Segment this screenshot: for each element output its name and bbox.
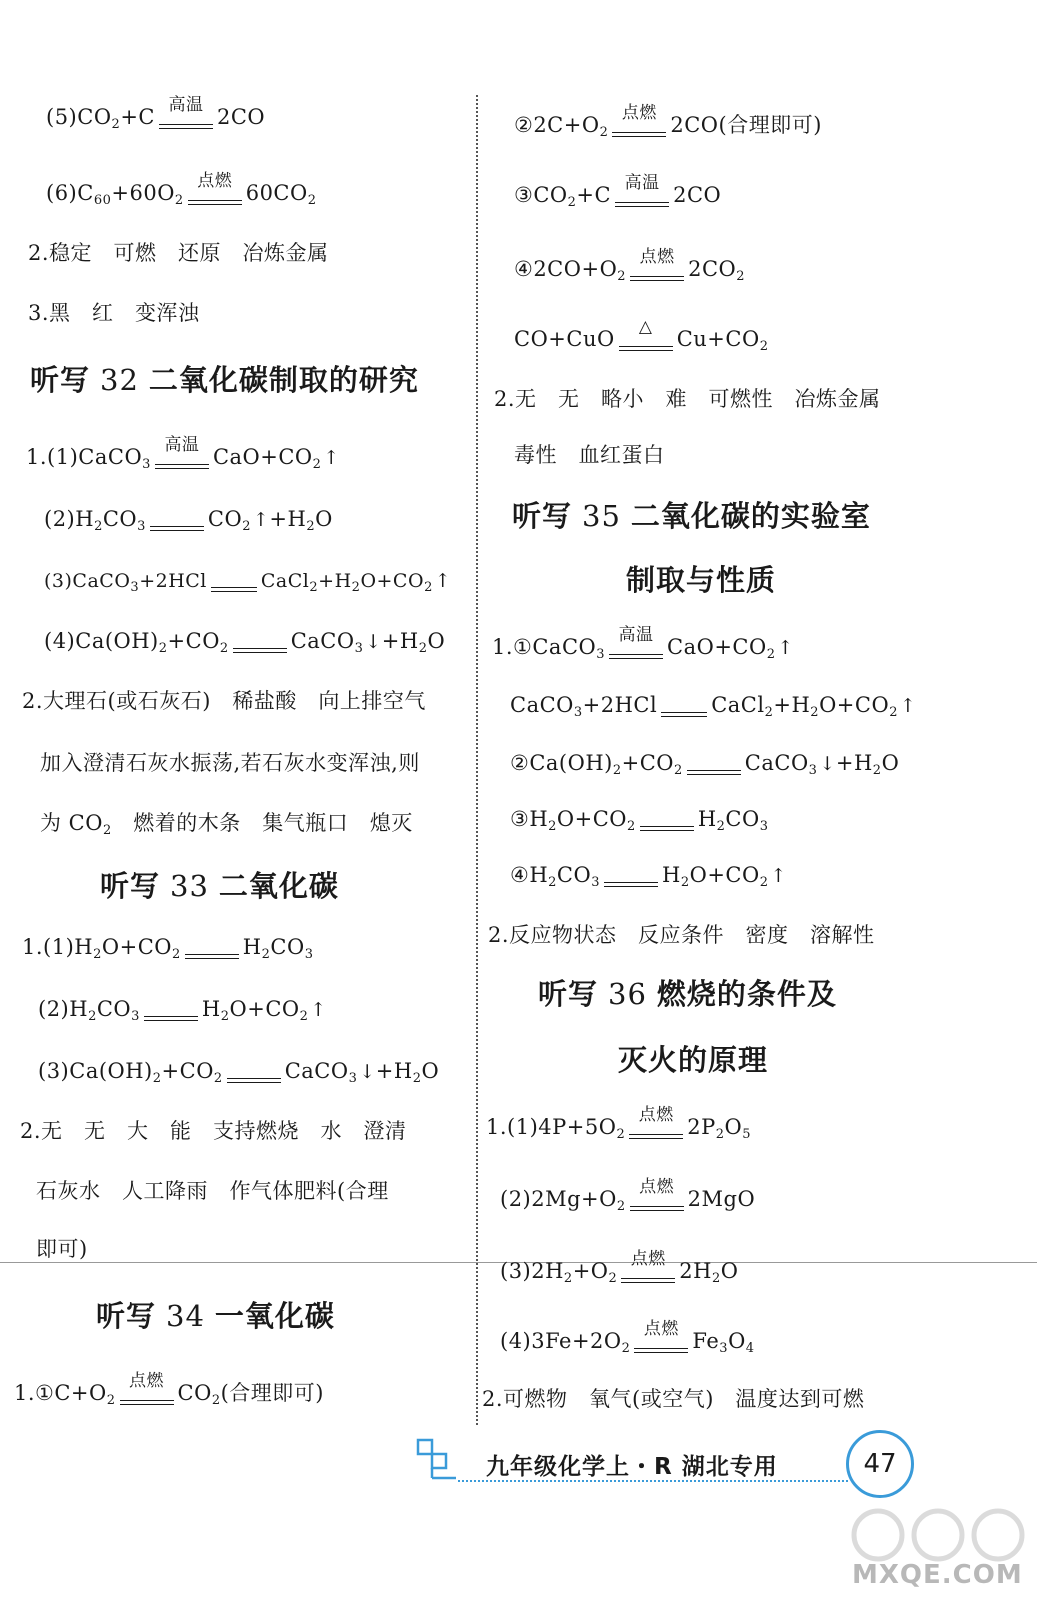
equation-line: $1.(1)H_2O+CO_2$ $H_2CO_3$ [22,935,314,962]
section-heading-33: 听写 33 二氧化碳 [100,869,339,903]
equation-line: 1.(1)CaCO$_3$ 高温 $CaO+CO_2$ ↑ [26,435,340,472]
answer-line: 为 $CO_2$ 燃着的木条 集气瓶口 熄灭 [40,811,413,838]
section-heading-36: 听写 36 燃烧的条件及 [538,977,837,1011]
book-logo-icon [416,1438,456,1480]
answer-line: 3.黑 红 变浑浊 [28,301,200,325]
answer-line: 即可) [36,1237,88,1261]
equation-line: $(3)Ca(OH)_2+CO_2$ CaCO$_3$ $↓+H_2O$ [38,1059,440,1086]
column-divider [476,95,478,1425]
answer-line: 2.无 无 大 能 支持燃烧 水 澄清 [20,1119,407,1143]
answer-line: 加入澄清石灰水振荡,若石灰水变浑浊,则 [40,751,420,775]
equation-line: $(5)CO_2+C$ 高温 2CO [46,95,266,132]
answer-line: 2.稳定 可燃 还原 冶炼金属 [28,241,329,265]
equation-line: $(2)H_2CO_3$ $H_2O+CO_2$ ↑ [38,997,327,1024]
section-heading-35-line2: 制取与性质 [626,563,777,597]
answer-line: 毒性 血红蛋白 [514,443,665,467]
footer-dotted-line [458,1480,848,1482]
page-number: 47 [846,1430,914,1498]
equation-line: $(4)Ca(OH)_2+CO_2$ CaCO$_3$ $↓+H_2O$ [44,629,446,656]
equation-line: $③CO_2+C$ 高温 2CO [514,173,722,210]
section-heading-36-line2: 灭火的原理 [618,1043,769,1077]
equation-line: CaCO$_3$+2HCl $CaCl_2+H_2O+CO_2$ ↑ [510,693,917,720]
section-heading-35: 听写 35 二氧化碳的实验室 [512,499,871,533]
watermark-text: MXQE.COM [852,1560,1023,1590]
equation-line: $1.(1)4P+5O_2$ 点燃 $2P_2O_5$ [486,1105,752,1142]
equation-line: $(2)H_2CO_3$ $CO_2$ $↑+H_2O$ [44,507,333,534]
equation-line: $③H_2O+CO_2$ $H_2CO_3$ [510,807,769,834]
equation-line: $(6)C_{60}+60O_2$ 点燃 $60CO_2$ [46,171,317,208]
section-heading-32: 听写 32 二氧化碳制取的研究 [30,363,419,397]
footer-title: 九年级化学上・R 湖北专用 [486,1454,778,1480]
equation-line: $(3)2H_2+O_2$ 点燃 $2H_2O$ [500,1249,739,1286]
answer-line: 2.可燃物 氧气(或空气) 温度达到可燃 [482,1387,865,1411]
answer-line: 2.大理石(或石灰石) 稀盐酸 向上排空气 [22,689,426,713]
equation-line: $④2CO+O_2$ 点燃 $2CO_2$ [514,247,746,284]
section-heading-34: 听写 34 一氧化碳 [96,1299,335,1333]
equation-line: CO+CuO △ $Cu+CO_2$ [514,317,769,354]
answer-line: 2.反应物状态 反应条件 密度 溶解性 [488,923,875,947]
equation-line: 1.①CaCO$_3$ 高温 $CaO+CO_2$ ↑ [492,625,794,662]
equation-line: $(2)2Mg+O_2$ 点燃 2MgO [500,1177,756,1214]
equation-line: (3)CaCO$_3$+2HCl $CaCl_2+H_2O+CO_2$ ↑ [44,570,452,595]
answer-line: 2.无 无 略小 难 可燃性 冶炼金属 [494,387,881,411]
answer-line: 石灰水 人工降雨 作气体肥料(合理 [36,1179,389,1203]
equation-line: $1.①C+O_2$ 点燃 $CO_2$(合理即可) [14,1371,324,1408]
equation-line: $④H_2CO_3$ $H_2O+CO_2$ ↑ [510,863,787,890]
equation-line: $②Ca(OH)_2+CO_2$ CaCO$_3$ $↓+H_2O$ [510,751,900,778]
equation-line: $②2C+O_2$ 点燃 2CO(合理即可) [514,103,822,140]
equation-line: $(4)3Fe+2O_2$ 点燃 $Fe_3O_4$ [500,1319,755,1356]
